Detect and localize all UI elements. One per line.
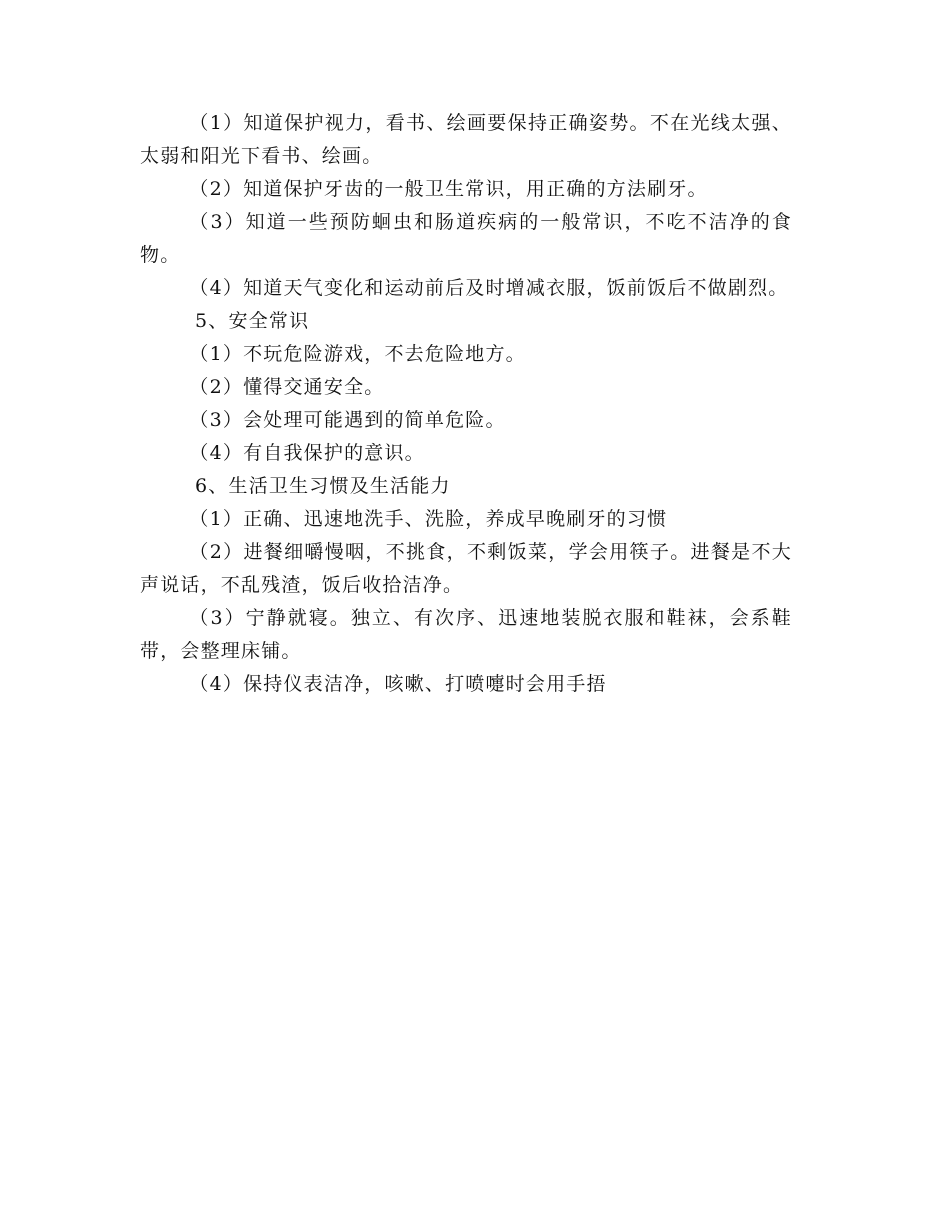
paragraph-safety-games: （1）不玩危险游戏，不去危险地方。 [189, 343, 526, 365]
paragraph-sleeping: （3）宁静就寝。独立、有次序、迅速地装脱衣服和鞋袜，会系鞋带，会整理床铺。 [140, 607, 792, 662]
section-heading-safety: 5、安全常识 [195, 310, 310, 332]
document-body [140, 107, 792, 701]
paragraph-washing: （1）正确、迅速地洗手、洗脸，养成早晚刷牙的习惯 [189, 508, 668, 530]
paragraph-handle-danger: （3）会处理可能遇到的简单危险。 [189, 409, 506, 431]
paragraph-eating: （2）进餐细嚼慢咽，不挑食，不剩饭菜，学会用筷子。进餐是不大声说话，不乱残渣，饭后收拾洁净。 [140, 541, 792, 596]
paragraph-appearance: （4）保持仪表洁净，咳嗽、打喷嚏时会用手捂 [189, 673, 607, 695]
paragraph-eyesight: （1）知道保护视力，看书、绘画要保持正确姿势。不在光线太强、太弱和阳光下看书、绘画。 [140, 112, 792, 167]
section-heading-hygiene: 6、生活卫生习惯及生活能力 [195, 475, 451, 497]
paragraph-disease-prevention: （3）知道一些预防蛔虫和肠道疾病的一般常识，不吃不洁净的食物。 [140, 211, 792, 266]
paragraph-clothing: （4）知道天气变化和运动前后及时增减衣服，饭前饭后不做剧烈。 [189, 277, 789, 299]
paragraph-self-protection: （4）有自我保护的意识。 [189, 442, 425, 464]
paragraph-traffic-safety: （2）懂得交通安全。 [189, 376, 385, 398]
paragraph-teeth: （2）知道保护牙齿的一般卫生常识，用正确的方法刷牙。 [189, 178, 708, 200]
